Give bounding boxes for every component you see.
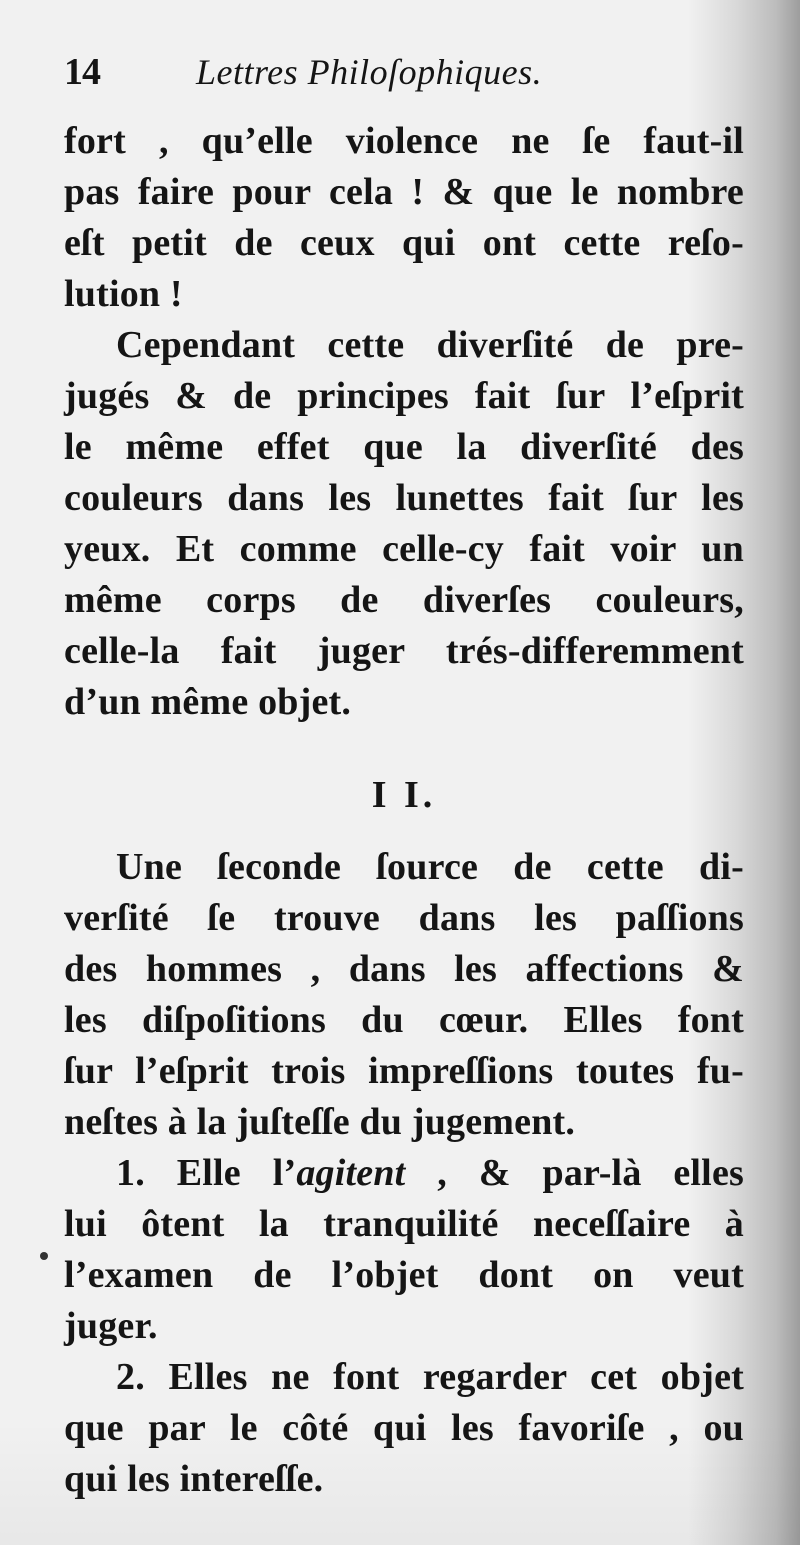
paragraph-point-1 xyxy=(64,1148,744,1352)
text-line: couleurs dans les lunettes fait ſur les xyxy=(64,477,744,519)
text-line: d’un même objet. xyxy=(64,681,352,723)
paragraph-cependant xyxy=(64,320,744,728)
text-line: qui les intereſſe. xyxy=(64,1458,324,1500)
text-line: même corps de diverſes couleurs, xyxy=(64,579,744,621)
text-line: les diſpoſitions du cœur. Elles font xyxy=(64,999,744,1041)
text-fragment: , & par-là elles xyxy=(405,1152,744,1194)
text-line: neſtes à la juſteſſe du jugement. xyxy=(64,1101,576,1143)
text-line: des hommes , dans les affections & xyxy=(64,948,744,990)
text-line: fort , qu’elle violence ne ſe faut-il xyxy=(64,120,744,162)
text-line: le même effet que la diverſité des xyxy=(64,426,744,468)
text-line: eſt petit de ceux qui ont cette reſo- xyxy=(64,222,744,264)
paragraph-point-2 xyxy=(64,1352,744,1505)
paragraph-seconde-source xyxy=(64,842,744,1148)
text-line: yeux. Et comme celle-cy fait voir un xyxy=(64,528,744,570)
italic-word: agitent xyxy=(296,1152,406,1194)
text-line: celle-la fait juger trés-differemment xyxy=(64,630,744,672)
text-line: jugés & de principes fait ſur l’eſprit xyxy=(64,375,744,417)
text-line: l’examen de l’objet dont on veut xyxy=(64,1254,744,1296)
text-line: ſur l’eſprit trois impreſſions toutes fu- xyxy=(64,1050,744,1092)
text-line: Une ſeconde ſource de cette di- xyxy=(116,846,744,888)
text-line: verſité ſe trouve dans les paſſions xyxy=(64,897,744,939)
margin-ink-dot xyxy=(40,1252,48,1260)
text-line: que par le côté qui les favoriſe , ou xyxy=(64,1407,744,1449)
text-fragment: 1. Elle l’ xyxy=(116,1152,297,1194)
section-heading: I I. xyxy=(371,774,437,816)
text-line: Cependant cette diverſité de pre- xyxy=(116,324,744,366)
text-line: pas faire pour cela ! & que le nombre xyxy=(64,171,744,213)
text-line xyxy=(64,1148,744,1199)
text-line: lution ! xyxy=(64,273,183,315)
paragraph-continuation xyxy=(64,116,744,320)
text-line: juger. xyxy=(64,1305,158,1347)
page-number: 14 xyxy=(64,51,100,93)
text-line: lui ôtent la tranquilité neceſſaire à xyxy=(64,1203,744,1245)
running-title: Lettres Philoſophiques. xyxy=(196,52,543,92)
text-line: 2. Elles ne font regarder cet objet xyxy=(116,1356,744,1398)
running-header xyxy=(64,50,744,116)
page-text-block xyxy=(64,50,744,1505)
